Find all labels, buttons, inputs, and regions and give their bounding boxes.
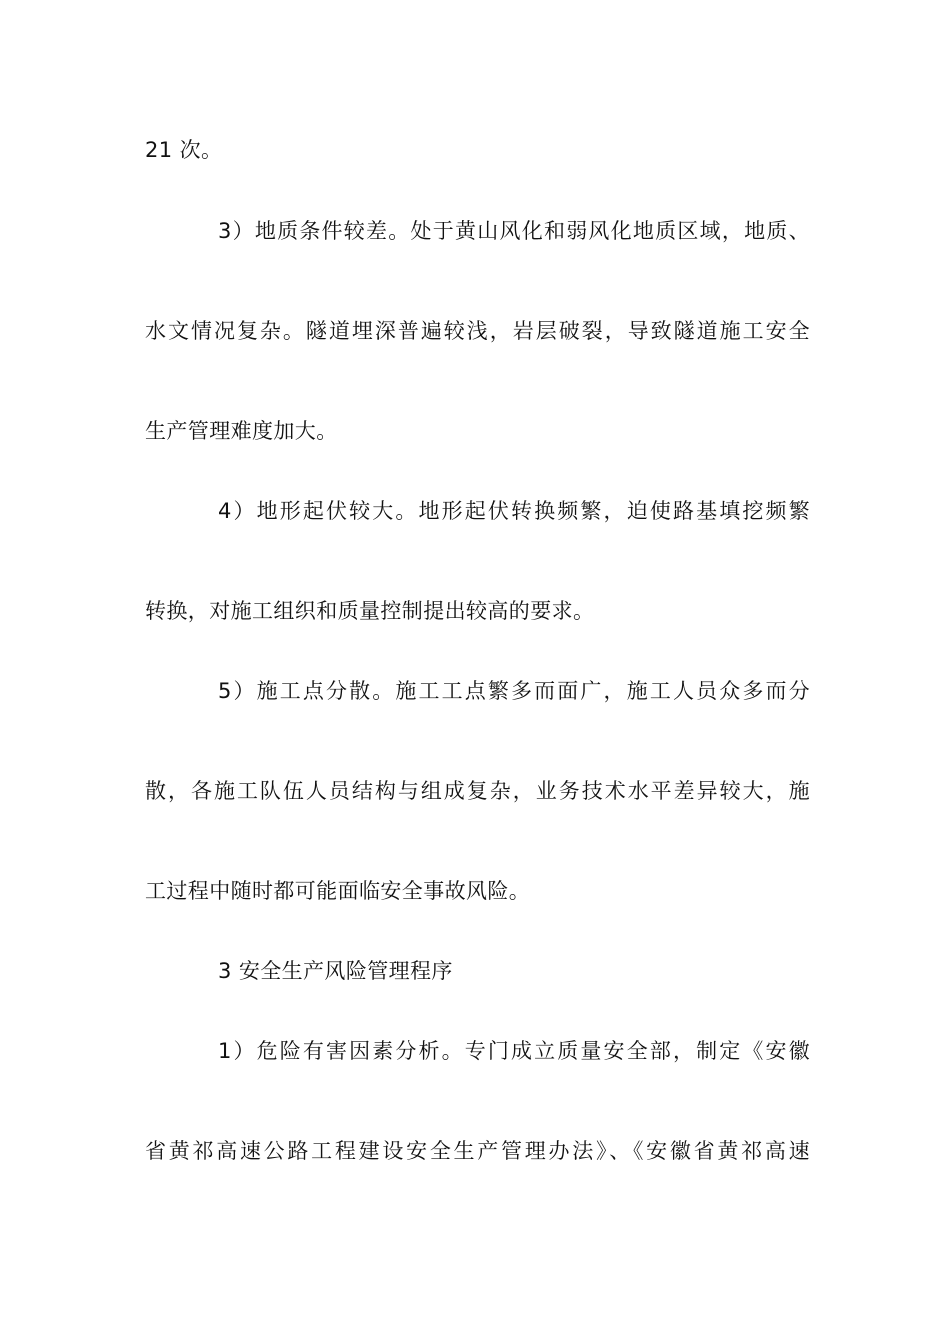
text-line-3: 水文情况复杂。隧道埋深普遍较浅，岩层破裂，导致隧道施工安全 <box>145 319 810 343</box>
text-line-6: 转换，对施工组织和质量控制提出较高的要求。 <box>145 599 595 623</box>
text-line-2: 3）地质条件较差。处于黄山风化和弱风化地质区域，地质、 <box>218 219 810 243</box>
text-line-4: 生产管理难度加大。 <box>145 419 338 443</box>
section-heading: 3 安全生产风险管理程序 <box>218 959 453 983</box>
text-line-1: 21 次。 <box>145 138 223 162</box>
text-line-8: 散，各施工队伍人员结构与组成复杂，业务技术水平差异较大，施 <box>145 779 810 803</box>
text-line-12: 省黄祁高速公路工程建设安全生产管理办法》、《安徽省黄祁高速 <box>145 1139 810 1163</box>
text-line-11: 1）危险有害因素分析。专门成立质量安全部，制定《安徽 <box>218 1039 810 1063</box>
text-line-9: 工过程中随时都可能面临安全事故风险。 <box>145 879 531 903</box>
text-line-7: 5）施工点分散。施工工点繁多而面广，施工人员众多而分 <box>218 679 810 703</box>
text-line-5: 4）地形起伏较大。地形起伏转换频繁，迫使路基填挖频繁 <box>218 499 810 523</box>
